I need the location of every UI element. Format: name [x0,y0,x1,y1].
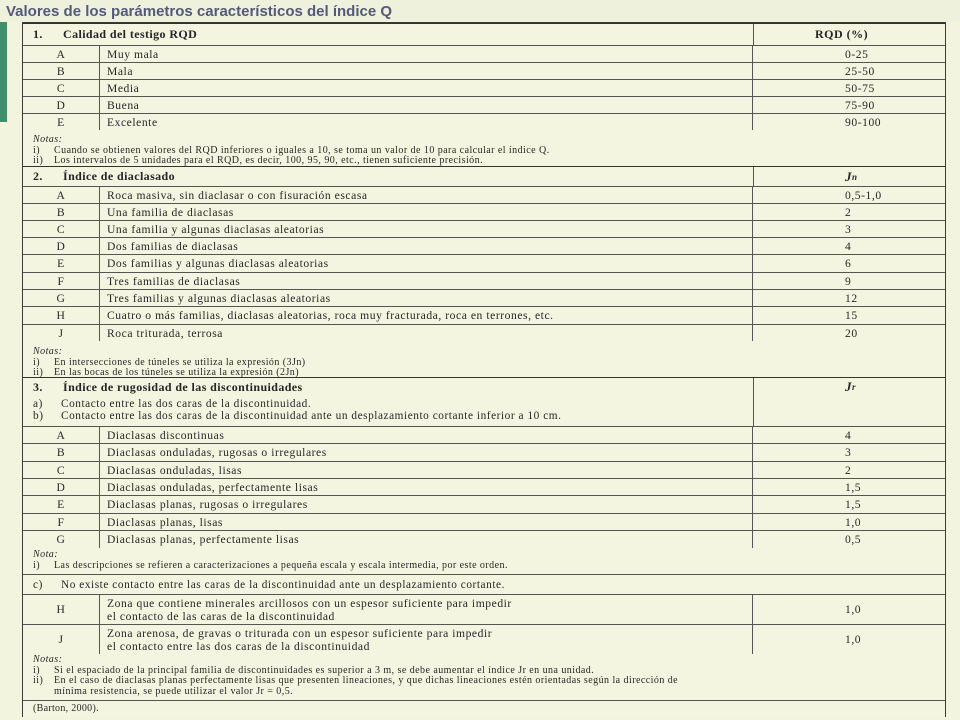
row-description: Dos familias de diaclasas [99,238,753,254]
table-row [23,461,945,478]
subcase-marker: c) [33,578,43,591]
note-line [33,156,939,167]
row-value: 2 [845,205,852,219]
row-code: F [23,514,100,530]
note-text: Contacto entre las dos caras de la discontinuidad. [61,398,312,410]
table-row [23,530,945,548]
row-description: Excelente [99,114,753,130]
notes-label: Notas: [33,346,63,357]
table-row [23,186,945,203]
table-row [23,45,945,62]
row-value: 4 [845,239,852,253]
row-value: 12 [845,291,858,305]
notes-label: Nota: [33,549,59,560]
table-row [23,79,945,96]
table-row [23,495,945,513]
note-marker: i) [33,559,41,571]
row-code: C [23,80,100,96]
section-title: Índice de rugosidad de las discontinuidades [63,379,303,394]
row-description: Diaclasas planas, rugosas o irregulares [99,496,753,513]
note-marker: i) [33,664,41,676]
row-code: D [23,479,100,495]
row-code: B [23,204,100,220]
row-description: Diaclasas planas, lisas [99,514,753,530]
row-value: 20 [845,326,858,340]
note-text: En el caso de diaclasas planas perfectamente lisas que presenten lineaciones, y que dichas lineaciones estén orientadas según la dirección de [54,675,679,686]
row-code: G [23,531,100,548]
row-value: 75-90 [845,98,875,112]
row-value: 1,0 [845,633,862,646]
row-description: Mala [99,63,753,79]
row-value: 1,0 [845,603,862,616]
table-row [23,443,945,461]
column-header-rqd: RQD (%) [815,27,869,41]
section-title: Índice de diaclasado [63,169,176,183]
row-code: D [23,238,100,254]
row-code: E [23,255,100,272]
table-row [23,478,945,495]
table-row [23,254,945,272]
note-jr-scale [33,550,939,571]
row-code: J [23,325,100,341]
note-text: En intersecciones de túneles se utiliza la expresión (3Jn) [54,356,306,368]
note-text: Si el espaciado de la principal familia de discontinuidades es superior a 3 m, se debe aumentar el índice Jr en una unidad. [54,664,595,676]
row-code: C [23,462,100,478]
row-code: C [23,221,100,237]
row-code: D [23,97,100,113]
subcase-text: No existe contacto entre las caras de la discontinuidad ante un desplazamiento cortante. [61,578,505,591]
section-number: 2. [33,169,43,183]
note-text: mínima resistencia, se puede utilizar el valor Jr = 0,5. [54,685,294,697]
row-description-line: Zona que contiene minerales arcillosos con un espesor suficiente para impedir [107,596,512,610]
table-row [23,113,945,130]
row-value: 0-25 [845,47,869,61]
row-description: Diaclasas onduladas, rugosas o irregulares [99,444,753,461]
row-description: Diaclasas discontinuas [99,427,753,443]
row-description: Una familia y algunas diaclasas aleatorias [99,221,753,237]
row-value: 0,5-1,0 [845,188,882,202]
row-value: 3 [845,222,852,236]
row-value: 6 [845,257,852,270]
subcases-ab [23,396,945,426]
accent-strip [0,22,7,122]
row-value: 25-50 [845,64,875,78]
table-row [23,324,945,341]
table-row [23,594,945,624]
note-marker: b) [33,410,44,422]
table-row [23,624,945,654]
row-description: Tres familias de diaclasas [99,273,753,289]
table-row [23,306,945,324]
column-header-jr: J r [845,379,857,394]
row-code: E [23,496,100,513]
row-description: Diaclasas onduladas, perfectamente lisas [99,479,753,495]
row-value: 0,5 [845,533,862,546]
note-text: Los intervalos de 5 unidades para el RQD, es decir, 100, 95, 90, etc., tienen suficiente precisión. [54,155,484,166]
note-line [33,561,939,572]
table-row [23,426,945,443]
q-index-table [22,22,946,717]
note-line [33,687,939,698]
subcase-c [23,574,945,594]
row-description: Cuatro o más familias, diaclasas aleatorias, roca muy fracturada, roca en terrones, etc. [99,307,753,324]
table-row [23,220,945,237]
section-number: 3. [33,379,43,394]
note-marker: i) [33,356,41,368]
table-row [23,203,945,220]
row-code: F [23,273,100,289]
table-row [23,272,945,289]
note-marker: ii) [33,367,44,378]
notes-label: Notas: [33,134,63,145]
row-description: Dos familias y algunas diaclasas aleatorias [99,255,753,272]
note-marker: ii) [33,675,44,686]
row-description-line: el contacto de las caras de la discontinuidad [107,609,335,623]
row-value: 1,5 [845,480,862,494]
row-description: Buena [99,97,753,113]
section-header-rqd [23,23,945,45]
row-description: Media [99,80,753,96]
row-value: 2 [845,463,852,477]
table-row [23,513,945,530]
row-code: A [23,187,100,203]
row-description: Diaclasas planas, perfectamente lisas [99,531,753,548]
note-line [33,398,562,410]
source-citation: (Barton, 2000). [33,703,99,714]
row-code: A [23,427,100,443]
section-header-jn [23,166,945,186]
row-code: G [23,290,100,306]
row-description: Diaclasas onduladas, lisas [99,462,753,478]
bottom-rule [23,700,945,718]
row-description: Una familia de diaclasas [99,204,753,220]
row-description [99,625,753,654]
note-marker: i) [33,144,41,156]
row-code: H [23,307,100,324]
note-text: Cuando se obtienen valores del RQD inferiores o iguales a 10, se toma un valor de 10 para calcular el índice Q. [54,144,550,156]
column-header-jn: J n [845,168,858,184]
row-value: 1,5 [845,498,862,511]
row-description [99,595,753,624]
row-code: B [23,444,100,461]
row-value: 9 [845,274,852,288]
note-marker: ii) [33,155,44,166]
table-row [23,96,945,113]
row-code: H [23,595,100,624]
row-description-line: Zona arenosa, de gravas o triturada con un espesor suficiente para impedir [107,626,493,640]
section-number: 1. [33,27,43,41]
notes-label: Notas: [33,654,63,665]
row-description-line: el contacto entre las dos caras de la discontinuidad [107,639,370,653]
row-description: Muy mala [99,46,753,62]
section-title: Calidad del testigo RQD [63,27,198,41]
row-value: 3 [845,446,852,459]
note-text: Las descripciones se refieren a caracterizaciones a pequeña escala y escala intermedia, por este orden. [54,559,508,571]
row-code: A [23,46,100,62]
notes-rqd [33,135,939,167]
note-marker: a) [33,398,43,410]
row-value: 15 [845,309,858,322]
table-row [23,289,945,306]
row-code: E [23,114,100,130]
note-text: En las bocas de los túneles se utiliza la expresión (2Jn) [54,367,300,378]
notes-jn [33,347,939,379]
note-line [33,410,562,422]
row-description: Roca triturada, terrosa [99,325,753,341]
row-value: 90-100 [845,115,882,129]
row-description: Roca masiva, sin diaclasar o con fisuración escasa [99,187,753,203]
row-value: 1,0 [845,515,862,529]
page-title: Valores de los parámetros característicos del índice Q [0,0,960,22]
section-header-jr [23,377,945,396]
note-text: Contacto entre las dos caras de la discontinuidad ante un desplazamiento cortante inferior a 10 cm. [61,410,562,422]
row-value: 4 [845,428,852,442]
notes-jr [33,655,939,697]
table-row [23,62,945,79]
row-code: J [23,625,100,654]
row-value: 50-75 [845,81,875,95]
table-row [23,237,945,254]
row-description: Tres familias y algunas diaclasas aleatorias [99,290,753,306]
row-code: B [23,63,100,79]
